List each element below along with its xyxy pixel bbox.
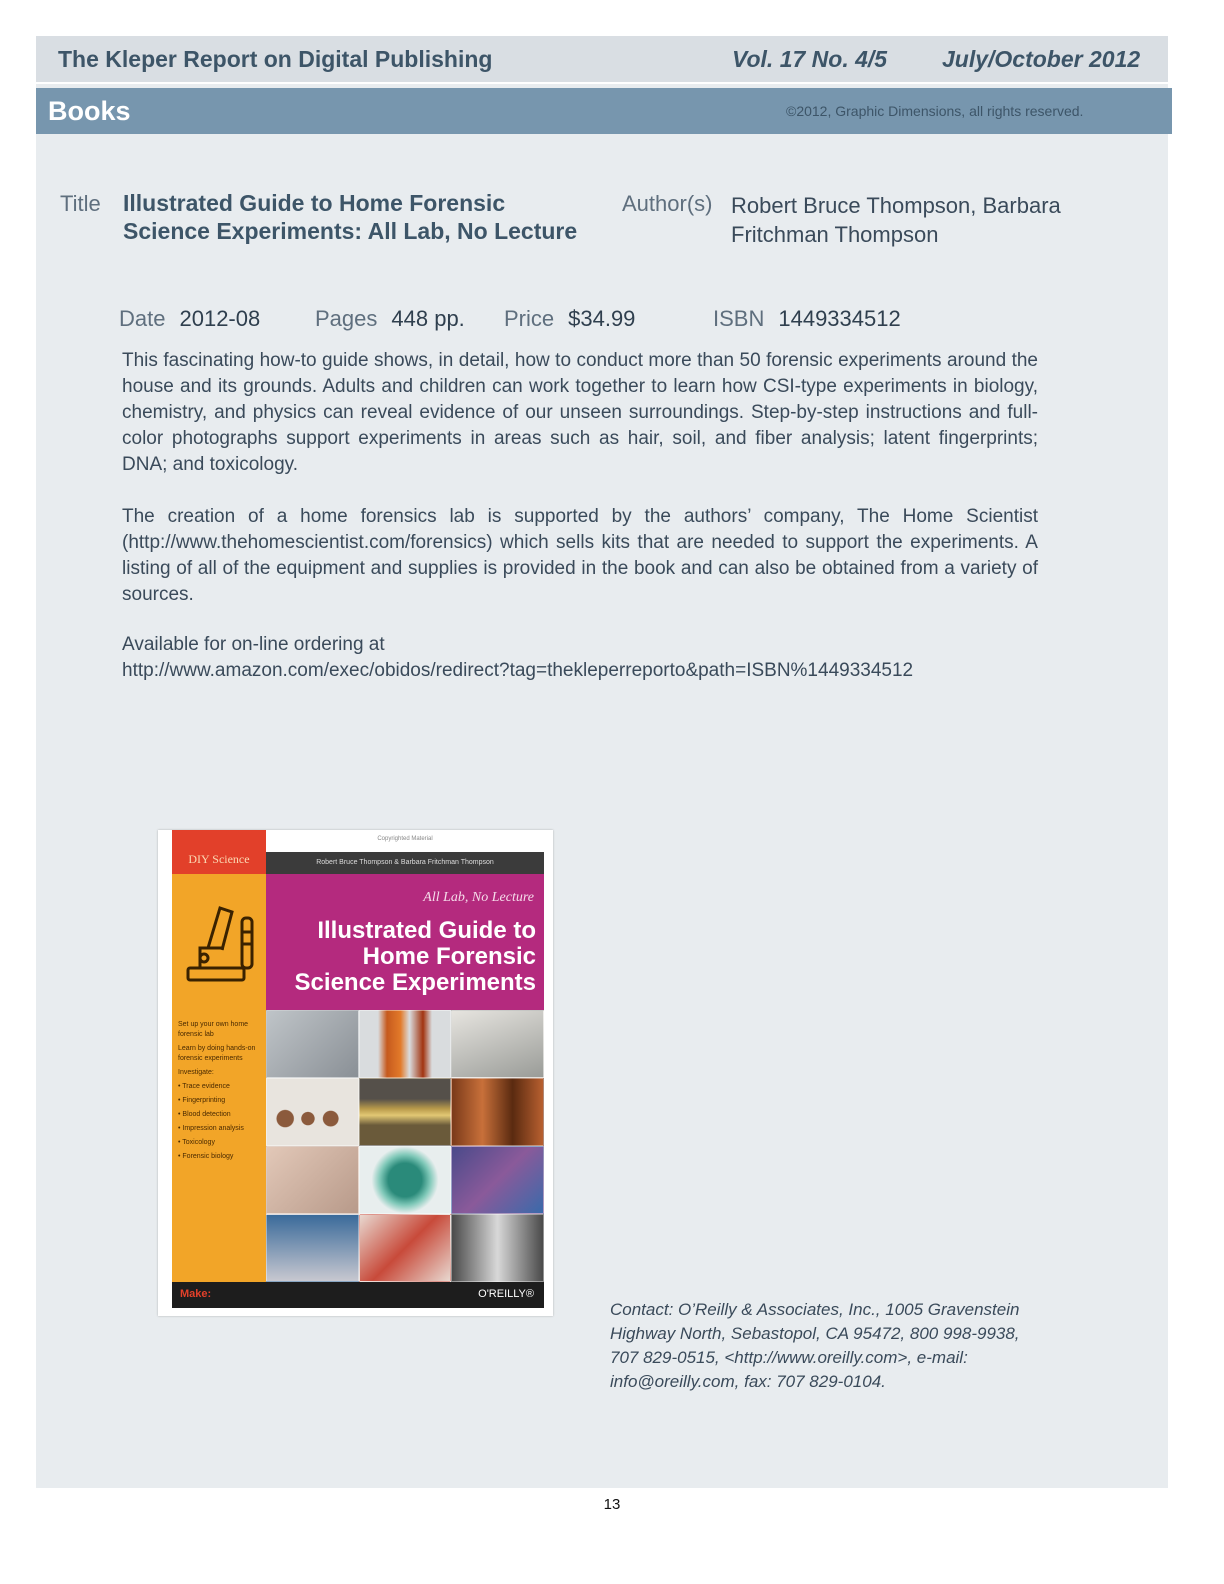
availability-label: Available for on-line ordering at [122, 634, 385, 655]
availability [122, 632, 913, 684]
volume-number: Vol. 17 No. 4/5 [732, 46, 888, 72]
photo-tile [359, 1146, 452, 1214]
section-header [36, 88, 1172, 134]
title-label: Title [60, 191, 101, 216]
page-number: 13 [603, 1496, 621, 1513]
masthead [36, 36, 1168, 84]
photo-tile [266, 1010, 359, 1078]
issue-date: July/October 2012 [942, 46, 1141, 72]
cover-title: Illustrated Guide to Home Forensic Science Experiments [294, 917, 536, 996]
isbn-label: ISBN [713, 306, 765, 331]
description-paragraph: This fascinating how-to guide shows, in detail, how to conduct more than 50 forensic experiments around the house and its grounds. Adults and children can work together to learn how CSI-type experiments in biology, chemistry, and physics can reveal evidence of our unseen surroundings. Step-by-step instructions and full-color photographs support experiments in areas such as hair, soil, and fiber analysis; latent fingerprints; DNA; and toxicology. [122, 350, 1038, 475]
spine-item: • Impression analysis [178, 1125, 244, 1132]
spine-item: Investigate: [178, 1069, 214, 1076]
pages-value: 448 pp. [391, 306, 465, 331]
book-authors: Robert Bruce Thompson, Barbara Fritchman Thompson [731, 193, 1061, 247]
photo-tile [359, 1010, 452, 1078]
availability-link[interactable]: http://www.amazon.com/exec/obidos/redirect?tag=thekleperreporto&path=ISBN%1449334512 [122, 660, 914, 681]
cover-bottom-band [172, 1282, 544, 1308]
spine-item: • Fingerprinting [178, 1097, 226, 1104]
spine-item: • Toxicology [178, 1139, 215, 1146]
microscope-icon [180, 888, 260, 988]
price-value: $34.99 [568, 306, 636, 331]
photo-tile [451, 1146, 544, 1214]
spine-item: • Blood detection [178, 1111, 231, 1118]
spine-item: Learn by doing hands-on forensic experiments [178, 1045, 256, 1062]
price-field [504, 306, 635, 332]
pages-label: Pages [315, 306, 378, 331]
home-scientist-paragraph: The creation of a home forensics lab is supported by the authors’ company, The Home Scientist (http://www.thehomescientist.com/forensics) which sells kits that are needed to support the experiments. A listing of all of the equipment and supplies is provided in the book and can also be obtained from a variety of sources. [122, 506, 1038, 605]
isbn-value: 1449334512 [778, 306, 901, 331]
cover-series: DIY Science [172, 830, 266, 874]
book-title: Illustrated Guide to Home Forensic Science Experiments: All Lab, No Lecture [123, 190, 578, 244]
photo-tile [266, 1078, 359, 1146]
cover-title-band [266, 874, 544, 1010]
cover-spine-list [178, 1020, 262, 1166]
copyright-notice: ©2012, Graphic Dimensions, all rights reserved. [786, 103, 1084, 119]
photo-tile [451, 1010, 544, 1078]
date-field [119, 306, 260, 332]
section-title: Books [48, 96, 131, 126]
publication-title: The Kleper Report on Digital Publishing [58, 46, 493, 72]
date-value: 2012-08 [179, 306, 261, 331]
cover-photo-grid [266, 1010, 544, 1282]
cover-publisher: O'REILLY® [478, 1288, 534, 1300]
photo-tile [266, 1214, 359, 1282]
cover-imprint: Make: [180, 1288, 212, 1300]
author-label: Author(s) [622, 191, 713, 216]
pages-field [315, 306, 465, 332]
spine-item: • Forensic biology [178, 1153, 234, 1160]
cover-authors: Robert Bruce Thompson & Barbara Fritchman Thompson [266, 852, 544, 874]
photo-tile [451, 1078, 544, 1146]
spine-item: Set up your own home forensic lab [178, 1021, 249, 1038]
spine-item: • Trace evidence [178, 1083, 230, 1090]
book-cover-image [158, 830, 553, 1316]
publisher-contact: Contact: O’Reilly & Associates, Inc., 1005 Gravenstein Highway North, Sebastopol, CA 95472, 800 998-9938, 707 829-0515, <http://www.oreilly.com>, e-mail: info@oreilly.com, fax: 707 829-0104. [610, 1300, 1020, 1391]
price-label: Price [504, 306, 555, 331]
cover-top-line: Copyrighted Material [377, 836, 433, 842]
date-label: Date [119, 306, 166, 331]
photo-tile [266, 1146, 359, 1214]
photo-tile [359, 1214, 452, 1282]
photo-tile [451, 1214, 544, 1282]
cover-tagline: All Lab, No Lecture [423, 890, 534, 905]
isbn-field [713, 306, 901, 332]
photo-tile [359, 1078, 452, 1146]
